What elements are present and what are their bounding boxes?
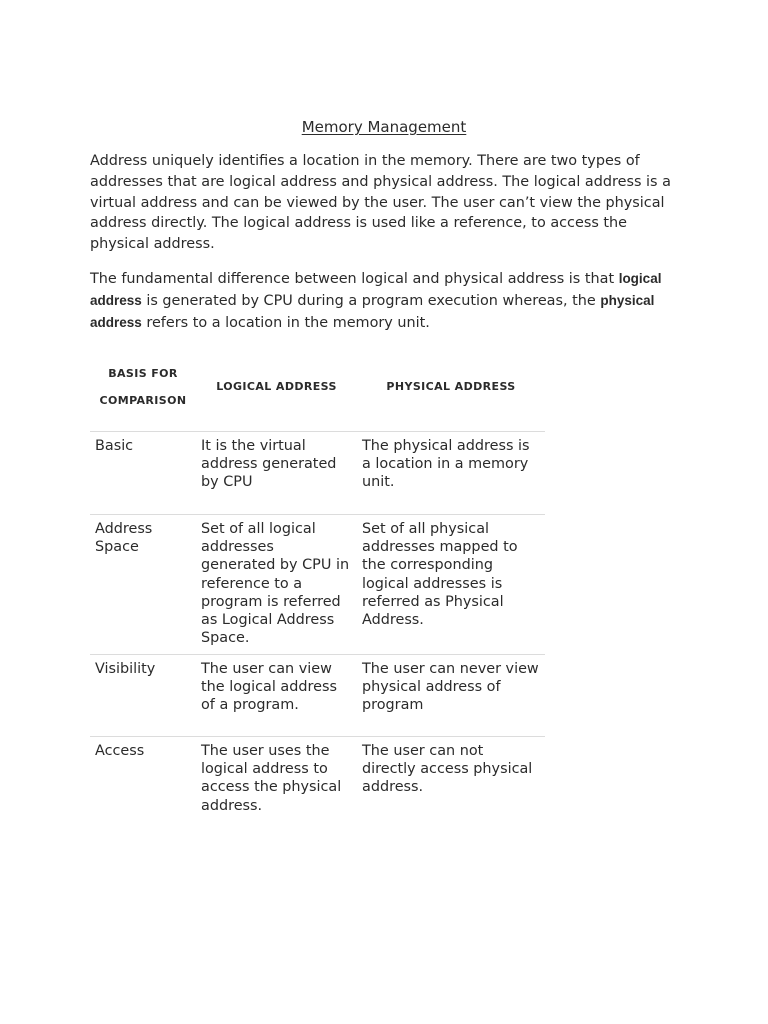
row-basis: Basic	[90, 432, 196, 515]
table-header-row	[90, 342, 545, 432]
table-row	[90, 655, 545, 737]
page-title: Memory Management	[301, 118, 467, 136]
logical-address-term: logical address	[90, 271, 662, 308]
row-basis: Address Space	[90, 515, 196, 655]
table-row	[90, 432, 545, 515]
paragraph-text: The fundamental difference between logical and physical address is that	[90, 271, 619, 287]
header-logical-address: LOGICAL ADDRESS	[196, 342, 357, 432]
physical-address-term: physical address	[90, 293, 655, 330]
difference-paragraph	[90, 268, 680, 334]
header-basis-line1: BASIS FOR	[108, 366, 178, 380]
paragraph-text: refers to a location in the memory unit.	[141, 315, 430, 331]
table-row	[90, 515, 545, 655]
row-physical: The user can never view physical address of program	[357, 655, 545, 737]
row-physical: Set of all physical addresses mapped to the corresponding logical addresses is referred as Physical Address.	[357, 515, 545, 655]
row-physical: The user can not directly access physical address.	[362, 743, 533, 796]
header-basis	[90, 342, 196, 432]
row-logical: The user uses the logical address to access the physical address.	[201, 743, 342, 814]
table-row	[90, 737, 545, 829]
header-basis-line2: COMPARISON	[99, 393, 187, 407]
intro-paragraph: Address uniquely identifies a location in the memory. There are two types of addresses that are logical address and physical address. The logical address is a virtual address and can be viewed by the user. The user can’t view the physical address directly. The logical address is used like a reference, to access the physical address.	[90, 153, 671, 253]
row-basis: Visibility	[90, 655, 196, 737]
row-logical: The user can view the logical address of a program.	[196, 655, 357, 737]
row-logical: It is the virtual address generated by CPU	[196, 432, 357, 515]
comparison-table	[90, 342, 545, 828]
header-physical-address: PHYSICAL ADDRESS	[357, 342, 545, 432]
row-basis: Access	[95, 743, 145, 759]
row-physical: The physical address is a location in a memory unit.	[357, 432, 545, 515]
row-logical: Set of all logical addresses generated by CPU in reference to a program is referred as Logical Address Space.	[196, 515, 357, 655]
paragraph-text: is generated by CPU during a program execution whereas, the	[141, 293, 601, 309]
